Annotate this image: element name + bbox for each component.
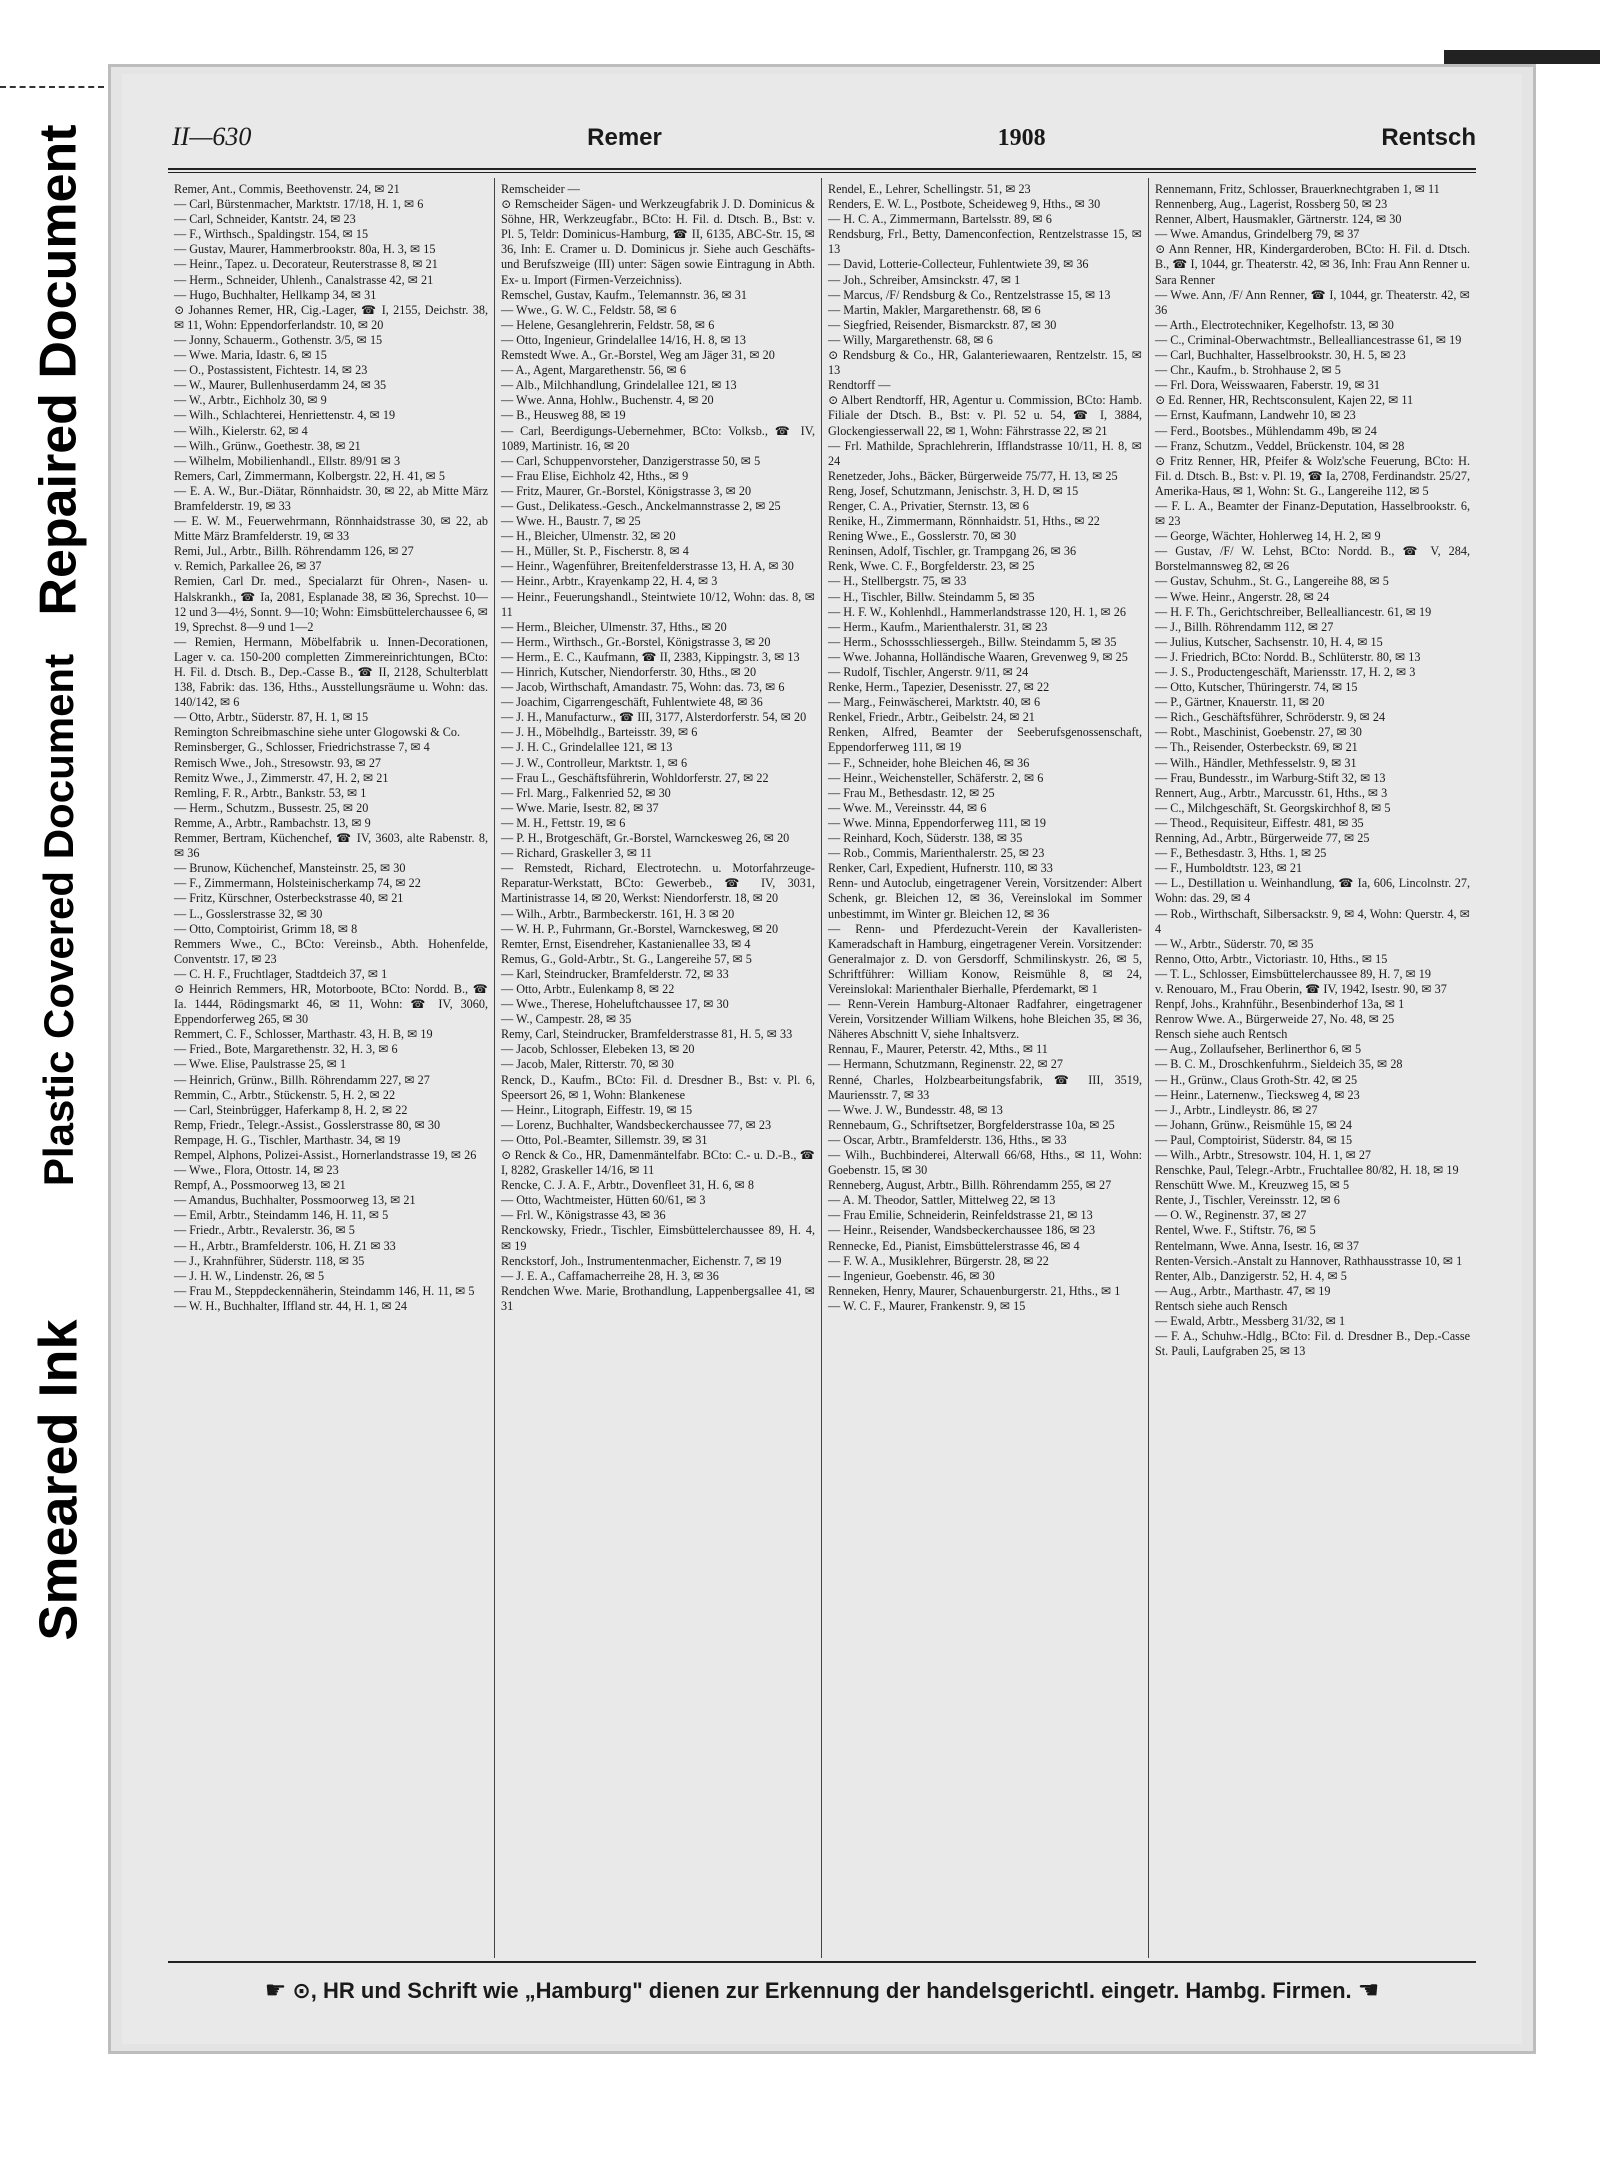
directory-entry: Remer, Ant., Commis, Beethovenstr. 24, ✉ 21 xyxy=(174,182,400,196)
directory-entry: — Gustav, Schuhm., St. G., Langereihe 88, ✉ 5 xyxy=(1155,574,1389,589)
directory-column-2 xyxy=(495,178,822,1958)
directory-entry: — Siegfried, Reisender, Bismarckstr. 87, ✉ 30 xyxy=(828,317,1057,332)
directory-entry: Rennecke, Ed., Pianist, Eimsbüttelerstrasse 46, ✉ 4 xyxy=(828,1238,1080,1253)
directory-entry: — J., Billh. Röhrendamm 112, ✉ 27 xyxy=(1155,619,1334,634)
directory-entry: — F., Schneider, hohe Bleichen 46, ✉ 36 xyxy=(828,755,1030,770)
directory-entry: Renn- und Autoclub, eingetragener Verein, Vorsitzender: Albert Schenk, gr. Bleichen 12, ✉ 36, Vereinslokal im Sommer unbestimmt, im Winter gr. Bleichen 12, ✉ 36 xyxy=(828,876,1142,921)
directory-entry: — J. S., Productengeschäft, Mariensstr. 17, H. 2, ✉ 3 xyxy=(1155,665,1416,679)
directory-entry: v. Remich, Parkallee 26, ✉ 37 xyxy=(174,559,322,574)
directory-entry: Remling, F. R., Arbtr., Bankstr. 53, ✉ 1 xyxy=(174,785,367,800)
directory-entry: — Jonny, Schauerm., Gothenstr. 3/5, ✉ 15 xyxy=(174,332,383,347)
directory-entry: — F., Bethesdastr. 3, Hths. 1, ✉ 25 xyxy=(1155,846,1327,861)
directory-entry: — Lorenz, Buchhalter, Wandsbeckerchaussee 77, ✉ 23 xyxy=(501,1117,772,1132)
directory-entry: Remus, G., Gold-Arbtr., St. G., Langereihe 57, ✉ 5 xyxy=(501,951,752,966)
directory-entry: — J. H., Möbelhdlg., Barteisstr. 39, ✉ 6 xyxy=(501,725,698,740)
directory-entry: — Heinr., Tapez. u. Decorateur, Reuterstrasse 8, ✉ 21 xyxy=(174,257,438,272)
directory-entry: — Johann, Grünw., Reismühle 15, ✉ 24 xyxy=(1155,1117,1352,1132)
directory-entry: — H., Arbtr., Bramfelderstr. 106, H. Z1 ✉ 33 xyxy=(174,1238,396,1253)
page-header xyxy=(172,122,1476,162)
smeared-ink-tag xyxy=(0,1250,118,1710)
directory-entry: — O., Postassistent, Fichtestr. 14, ✉ 23 xyxy=(174,363,368,378)
directory-columns xyxy=(168,178,1476,1958)
pointing-hand-left-icon: ☛ xyxy=(264,1977,287,2004)
directory-entry: Rening Wwe., E., Gosslerstr. 70, ✉ 30 xyxy=(828,529,1017,544)
repaired-document-tag xyxy=(0,90,118,650)
directory-entry: Renschütt Wwe. M., Kreuzweg 15, ✉ 5 xyxy=(1155,1178,1350,1193)
directory-entry: Renrow Wwe. A., Bürgerweide 27, No. 48, ✉ 25 xyxy=(1155,1012,1395,1027)
directory-entry: — Hugo, Buchhalter, Hellkamp 34, ✉ 31 xyxy=(174,287,377,302)
directory-entry: Rennemann, Fritz, Schlosser, Brauerknechtgraben 1, ✉ 11 xyxy=(1155,182,1440,196)
directory-entry: — H. C. A., Zimmermann, Bartelsstr. 89, ✉ 6 xyxy=(828,212,1052,227)
header-rule-thin xyxy=(168,172,1476,173)
directory-entry: — Emil, Arbtr., Steindamm 146, H. 11, ✉ 5 xyxy=(174,1208,389,1223)
directory-entry: — T. L., Schlosser, Eimsbüttelerchaussee 89, H. 7, ✉ 19 xyxy=(1155,966,1431,981)
directory-entry: — Gustav, Maurer, Hammerbrookstr. 80a, H. 3, ✉ 15 xyxy=(174,242,436,257)
directory-entry: ⊙ Remscheider Sägen- und Werkzeugfabrik J. D. Dominicus & Söhne, HR, Werkzeugfabr., BCto: H. Fil. d. Dtsch. B., Bst: v. Pl. 5, Teldr: Dominicus-Hamburg, ☎ II, 6135, ABC-Str. 15, ✉ 36, Inh: E. Cramer u. D. Dominicus jr. Siehe auch Geschäfts- und Berufszweige (III) unter: Sägen sowie Eintragung in Abth. Ex- u. Import (Firmen-Verzeichniss). xyxy=(501,197,815,287)
directory-entry: ⊙ Rendsburg & Co., HR, Galanteriewaaren, Rentzelstr. 15, ✉ 13 xyxy=(828,348,1142,378)
directory-entry: Renkel, Friedr., Arbtr., Geibelstr. 24, ✉ 21 xyxy=(828,710,1035,725)
directory-entry: — H., Grünw., Claus Groth-Str. 42, ✉ 25 xyxy=(1155,1072,1358,1087)
directory-entry: — H., Müller, St. P., Fischerstr. 8, ✉ 4 xyxy=(501,544,689,559)
directory-entry: — Arth., Electrotechniker, Kegelhofstr. 13, ✉ 30 xyxy=(1155,317,1394,332)
directory-entry: — Frl. W., Königstrasse 43, ✉ 36 xyxy=(501,1208,666,1223)
directory-entry: Renders, E. W. L., Postbote, Scheideweg 9, Hths., ✉ 30 xyxy=(828,197,1101,212)
directory-entry: Renetzeder, Johs., Bäcker, Bürgerweide 75/77, H. 13, ✉ 25 xyxy=(828,468,1118,483)
directory-entry: — Frl. Dora, Weisswaaren, Faberstr. 19, ✉ 31 xyxy=(1155,378,1380,393)
directory-entry: — J., Krahnführer, Süderstr. 118, ✉ 35 xyxy=(174,1253,365,1268)
directory-entry: Remmer, Bertram, Küchenchef, ☎ IV, 3603, alte Rabenstr. 8, ✉ 36 xyxy=(174,831,488,861)
directory-entry: Reminsberger, G., Schlosser, Friedrichstrasse 7, ✉ 4 xyxy=(174,740,430,755)
directory-entry: — W., Campestr. 28, ✉ 35 xyxy=(501,1012,632,1027)
directory-entry: — Jacob, Maler, Ritterstr. 70, ✉ 30 xyxy=(501,1057,674,1072)
directory-entry: — Wwe. H., Baustr. 7, ✉ 25 xyxy=(501,514,641,529)
directory-entry: Renckstorf, Joh., Instrumentenmacher, Eichenstr. 7, ✉ 19 xyxy=(501,1253,782,1268)
directory-entry: — Frau M., Bethesdastr. 12, ✉ 25 xyxy=(828,785,995,800)
directory-entry: Renné, Charles, Holzbearbeitungsfabrik, ☎ III, 3519, Mauriensstr. 7, ✉ 33 xyxy=(828,1072,1142,1102)
directory-entry: Rentsch siehe auch Rensch xyxy=(1155,1298,1288,1313)
directory-entry: — Wwe. Maria, Idastr. 6, ✉ 15 xyxy=(174,348,327,363)
directory-entry: — Frau, Bundesstr., im Warburg-Stift 32, ✉ 13 xyxy=(1155,770,1386,785)
directory-entry: — Brunow, Küchenchef, Mansteinstr. 25, ✉ 30 xyxy=(174,861,406,876)
directory-entry: — Wilhelm, Mobilienhandl., Ellstr. 89/91 ✉ 3 xyxy=(174,453,401,468)
directory-entry: — F. A., Schuhw.-Hdlg., BCto: Fil. d. Dresdner B., Dep.-Casse St. Pauli, Laufgraben 25, ✉ 13 xyxy=(1155,1329,1470,1359)
directory-entry: — Ernst, Kaufmann, Landwehr 10, ✉ 23 xyxy=(1155,408,1356,423)
directory-entry: Rempf, A., Possmoorweg 13, ✉ 21 xyxy=(174,1178,346,1193)
directory-entry: — Wwe. Johanna, Holländische Waaren, Grevenweg 9, ✉ 25 xyxy=(828,649,1128,664)
directory-entry: ⊙ Ed. Renner, HR, Rechtsconsulent, Kajen 22, ✉ 11 xyxy=(1155,393,1414,408)
directory-entry: Rentel, Wwe. F., Stiftstr. 76, ✉ 5 xyxy=(1155,1223,1316,1238)
directory-entry: — Rudolf, Tischler, Angerstr. 9/11, ✉ 24 xyxy=(828,665,1029,679)
directory-entry: — W., Maurer, Bullenhuserdamm 24, ✉ 35 xyxy=(174,378,387,393)
page-number: II—630 xyxy=(172,122,252,151)
directory-entry: — F., Wirthsch., Spaldingstr. 154, ✉ 15 xyxy=(174,227,369,242)
directory-entry: — Carl, Bürstenmacher, Marktstr. 17/18, H. 1, ✉ 6 xyxy=(174,197,424,212)
directory-entry: — Herm., Schutzm., Bussestr. 25, ✉ 20 xyxy=(174,800,369,815)
directory-entry: — Hermann, Schutzmann, Reginenstr. 22, ✉ 27 xyxy=(828,1057,1063,1072)
directory-entry: Remers, Carl, Zimmermann, Kolbergstr. 22, H. 41, ✉ 5 xyxy=(174,468,445,483)
directory-entry: Rennenberg, Aug., Lagerist, Rossberg 50, ✉ 23 xyxy=(1155,197,1388,212)
directory-entry: — H. F. Th., Gerichtschreiber, Bellealliancestr. 61, ✉ 19 xyxy=(1155,604,1432,619)
directory-entry: — P., Gärtner, Knauerstr. 11, ✉ 20 xyxy=(1155,695,1325,710)
scanned-page xyxy=(108,64,1536,2054)
directory-entry: — Wwe. J. W., Bundesstr. 48, ✉ 13 xyxy=(828,1102,1003,1117)
directory-entry: — C. H. F., Fruchtlager, Stadtdeich 37, ✉ 1 xyxy=(174,966,388,981)
directory-entry: — O. W., Reginenstr. 37, ✉ 27 xyxy=(1155,1208,1307,1223)
directory-entry: — E. W. M., Feuerwehrmann, Rönnhaidstrasse 30, ✉ 22, ab Mitte März Bramfelderstr. 19, ✉ 33 xyxy=(174,514,488,544)
directory-entry: — Heinr., Weichensteller, Schäferstr. 2, ✉ 6 xyxy=(828,770,1044,785)
directory-entry: — Otto, Wachtmeister, Hütten 60/61, ✉ 3 xyxy=(501,1193,706,1208)
directory-entry: — F., Zimmermann, Holsteinischerkamp 74, ✉ 22 xyxy=(174,876,421,891)
header-rule xyxy=(168,168,1476,170)
directory-entry: — Heinr., Litograph, Eiffestr. 19, ✉ 15 xyxy=(501,1102,693,1117)
directory-column-3 xyxy=(822,178,1149,1958)
directory-entry: — F. W. A., Musiklehrer, Bürgerstr. 28, ✉ 22 xyxy=(828,1253,1049,1268)
directory-entry: — Joh., Schreiber, Amsinckstr. 47, ✉ 1 xyxy=(828,272,1021,287)
directory-entry: Renno, Otto, Arbtr., Victoriastr. 10, Hths., ✉ 15 xyxy=(1155,951,1388,966)
directory-entry: — Reinhard, Koch, Süderstr. 138, ✉ 35 xyxy=(828,831,1023,846)
directory-entry: Renger, C. A., Privatier, Sternstr. 13, ✉ 6 xyxy=(828,498,1029,513)
directory-entry: — Carl, Buchhalter, Hasselbrookstr. 30, H. 5, ✉ 23 xyxy=(1155,348,1406,363)
directory-entry: Renten-Versich.-Anstalt zu Hannover, Rathhausstrasse 10, ✉ 1 xyxy=(1155,1253,1463,1268)
directory-entry: — Robt., Maschinist, Goebenstr. 27, ✉ 30 xyxy=(1155,725,1362,740)
directory-entry: — Wwe. Elise, Paulstrasse 25, ✉ 1 xyxy=(174,1057,347,1072)
directory-entry: — Otto, Pol.-Beamter, Sillemstr. 39, ✉ 31 xyxy=(501,1132,708,1147)
directory-entry: — L., Gosslerstrasse 32, ✉ 30 xyxy=(174,906,323,921)
directory-entry: — Herm., Wirthsch., Gr.-Borstel, Königstrasse 3, ✉ 20 xyxy=(501,634,771,649)
directory-entry: — W., Arbtr., Süderstr. 70, ✉ 35 xyxy=(1155,936,1314,951)
footer-note: ⊙, HR und Schrift wie „Hamburg" dienen zur Erkennung der handelsgerichtl. eingetr. Hambg. Firmen. xyxy=(292,1978,1352,2003)
smeared-ink-label: Smeared Ink xyxy=(29,1319,89,1641)
directory-entry: — Otto, Arbtr., Eulenkamp 8, ✉ 22 xyxy=(501,981,675,996)
dashed-margin-line xyxy=(0,86,104,88)
directory-entry: Remisch Wwe., Joh., Stresowstr. 93, ✉ 27 xyxy=(174,755,382,770)
directory-entry: — Carl, Steinbrügger, Haferkamp 8, H. 2, ✉ 22 xyxy=(174,1102,408,1117)
directory-entry: Rencke, C. J. A. F., Arbtr., Dovenfleet 31, H. 6, ✉ 8 xyxy=(501,1178,754,1193)
directory-entry: — Oscar, Arbtr., Bramfelderstr. 136, Hths., ✉ 33 xyxy=(828,1132,1067,1147)
directory-entry: Renckowsky, Friedr., Tischler, Eimsbüttelerchaussee 89, H. 4, ✉ 19 xyxy=(501,1223,815,1253)
directory-entry: — Heinr., Feuerungshandl., Steintwiete 10/12, Wohn: das. 8, ✉ 11 xyxy=(501,589,815,619)
pointing-hand-right-icon: ☚ xyxy=(1357,1977,1380,2004)
directory-entry: Remstedt Wwe. A., Gr.-Borstel, Weg am Jäger 31, ✉ 20 xyxy=(501,348,775,363)
directory-entry: — Marg., Feinwäscherei, Marktstr. 40, ✉ 6 xyxy=(828,695,1041,710)
directory-entry: Reninsen, Adolf, Tischler, gr. Trampgang 26, ✉ 36 xyxy=(828,544,1077,559)
directory-entry: — A. M. Theodor, Sattler, Mittelweg 22, ✉ 13 xyxy=(828,1193,1056,1208)
directory-entry: ⊙ Renck & Co., HR, Damenmäntelfabr. BCto: C.- u. D.-B., ☎ I, 8282, Graskeller 14/16, ✉ 11 xyxy=(501,1148,815,1178)
directory-entry: Rendchen Wwe. Marie, Brothandlung, Lappenbergsallee 41, ✉ 31 xyxy=(501,1283,815,1313)
directory-entry: — J. H. W., Lindenstr. 26, ✉ 5 xyxy=(174,1268,325,1283)
directory-entry: — David, Lotterie-Collecteur, Fuhlentwiete 39, ✉ 36 xyxy=(828,257,1089,272)
directory-entry: Renneberg, August, Arbtr., Billh. Röhrendamm 255, ✉ 27 xyxy=(828,1178,1112,1193)
directory-entry: — Rob., Wirthschaft, Silbersackstr. 9, ✉ 4, Wohn: Querstr. 4, ✉ 4 xyxy=(1155,906,1470,936)
directory-entry: — Wilh., Kielerstr. 62, ✉ 4 xyxy=(174,423,308,438)
directory-entry: — Renn-Verein Hamburg-Altonaer Radfahrer, eingetragener Verein, Vorsitzender William Wilkens, hohe Bleichen 35, ✉ 36, Näheres Abschnitt V, siehe Inhaltsverz. xyxy=(828,997,1142,1042)
repaired-document-label: Repaired Document xyxy=(30,124,88,616)
directory-entry: v. Renouaro, M., Frau Oberin, ☎ IV, 1942, Isestr. 90, ✉ 37 xyxy=(1155,981,1447,996)
directory-entry: — Th., Reisender, Osterbeckstr. 69, ✉ 21 xyxy=(1155,740,1358,755)
directory-entry: — Wilh., Arbtr., Barmbeckerstr. 161, H. 3 ✉ 20 xyxy=(501,906,735,921)
directory-entry: Reng, Josef, Schutzmann, Jenischstr. 3, H. D, ✉ 15 xyxy=(828,483,1079,498)
directory-entry: — Marcus, /F/ Rendsburg & Co., Rentzelstrasse 15, ✉ 13 xyxy=(828,287,1111,302)
directory-entry: — Wilh., Grünw., Goethestr. 38, ✉ 21 xyxy=(174,438,361,453)
directory-entry: — Wwe., Flora, Ottostr. 14, ✉ 23 xyxy=(174,1163,339,1178)
directory-entry: — Wwe. Ann, /F/ Ann Renner, ☎ I, 1044, gr. Theaterstr. 42, ✉ 36 xyxy=(1155,287,1470,317)
directory-entry: — Rob., Commis, Marienthalerstr. 25, ✉ 23 xyxy=(828,846,1045,861)
directory-entry: — Ewald, Arbtr., Messberg 31/32, ✉ 1 xyxy=(1155,1314,1346,1329)
directory-entry: — Rich., Geschäftsführer, Schröderstr. 9, ✉ 24 xyxy=(1155,710,1386,725)
directory-entry: — J., Arbtr., Lindleystr. 86, ✉ 27 xyxy=(1155,1102,1318,1117)
directory-entry: — H., Tischler, Billw. Steindamm 5, ✉ 35 xyxy=(828,589,1035,604)
directory-entry: — Heinrich, Grünw., Billh. Röhrendamm 227, ✉ 27 xyxy=(174,1072,430,1087)
directory-entry: — Hinrich, Kutscher, Niendorferstr. 30, Hths., ✉ 20 xyxy=(501,665,757,679)
directory-entry: Remter, Ernst, Eisendreher, Kastanienallee 33, ✉ 4 xyxy=(501,936,751,951)
directory-entry: — Richard, Graskeller 3, ✉ 11 xyxy=(501,846,652,861)
header-first-name: Remer xyxy=(587,124,662,151)
footer-rule xyxy=(168,1961,1476,1963)
directory-entry: Renschke, Paul, Telegr.-Arbtr., Fruchtallee 80/82, H. 18, ✉ 19 xyxy=(1155,1163,1459,1178)
directory-entry: — Frau Elise, Eichholz 42, Hths., ✉ 9 xyxy=(501,468,689,483)
directory-entry: — Carl, Schuppenvorsteher, Danzigerstrasse 50, ✉ 5 xyxy=(501,453,761,468)
directory-entry: — B., Heusweg 88, ✉ 19 xyxy=(501,408,626,423)
directory-entry: — Paul, Comptoirist, Süderstr. 84, ✉ 15 xyxy=(1155,1132,1353,1147)
directory-entry: — Franz, Schutzm., Veddel, Brückenstr. 104, ✉ 28 xyxy=(1155,438,1405,453)
directory-entry: — Gust., Delikatess.-Gesch., Anckelmannstrasse 2, ✉ 25 xyxy=(501,498,781,513)
directory-entry: — H. F. W., Kohlenhdl., Hammerlandstrasse 120, H. 1, ✉ 26 xyxy=(828,604,1126,619)
directory-entry: — Gustav, /F/ W. Lehst, BCto: Nordd. B., ☎ V, 284, Borstelmannsweg 82, ✉ 26 xyxy=(1155,544,1470,574)
directory-entry: — Remstedt, Richard, Electrotechn. u. Motorfahrzeuge-Reparatur-Werkstatt, BCto: Gewerbeb., ☎ IV, 3031, Martinistrasse 14, ✉ 20, Werkst: Niendorferstr. 18, ✉ 20 xyxy=(501,861,815,906)
directory-entry: — Martin, Makler, Margarethenstr. 68, ✉ 6 xyxy=(828,302,1041,317)
directory-entry: Rennert, Aug., Arbtr., Marcusstr. 61, Hths., ✉ 3 xyxy=(1155,785,1388,800)
directory-entry: — Friedr., Arbtr., Revalerstr. 36, ✉ 5 xyxy=(174,1223,355,1238)
directory-entry: Remmers Wwe., C., BCto: Vereinsb., Abth. Hohenfelde, Conventstr. 17, ✉ 23 xyxy=(174,936,488,966)
directory-entry: — H., Stellbergstr. 75, ✉ 33 xyxy=(828,574,967,589)
directory-entry: — Heinr., Wagenführer, Breitenfelderstrasse 13, H. A, ✉ 30 xyxy=(501,559,794,574)
directory-entry: Renker, Carl, Expedient, Hufnerstr. 110, ✉ 33 xyxy=(828,861,1053,876)
header-last-name: Rentsch xyxy=(1381,124,1476,151)
directory-entry: — Otto, Arbtr., Süderstr. 87, H. 1, ✉ 15 xyxy=(174,710,369,725)
directory-entry: ⊙ Ann Renner, HR, Kindergarderoben, BCto: H. Fil. d. Dtsch. B., ☎ I, 1044, gr. Theaterstr. 42, ✉ 36, Inh: Frau Ann Renner u. Sara Renner xyxy=(1155,242,1470,287)
directory-entry: — Wwe. Minna, Eppendorferweg 111, ✉ 19 xyxy=(828,815,1046,830)
directory-entry: Remp, Friedr., Telegr.-Assist., Gosslerstrasse 80, ✉ 30 xyxy=(174,1117,441,1132)
directory-entry: — Herm., Schossschliessergeh., Billw. Steindamm 5, ✉ 35 xyxy=(828,634,1117,649)
directory-entry: — Joachim, Cigarrengeschäft, Fuhlentwiete 48, ✉ 36 xyxy=(501,695,763,710)
directory-entry: — Carl, Beerdigungs-Uebernehmer, BCto: Volksb., ☎ IV, 1089, Martinistr. 16, ✉ 20 xyxy=(501,423,815,453)
directory-entry: — W. H. P., Fuhrmann, Gr.-Borstel, Warnckesweg, ✉ 20 xyxy=(501,921,779,936)
directory-entry: — Wwe. Amandus, Grindelberg 79, ✉ 37 xyxy=(1155,227,1360,242)
directory-entry: — W. C. F., Maurer, Frankenstr. 9, ✉ 15 xyxy=(828,1298,1026,1313)
directory-entry: — F., Humboldtstr. 123, ✉ 21 xyxy=(1155,861,1303,876)
directory-entry: — Amandus, Buchhalter, Possmoorweg 13, ✉ 21 xyxy=(174,1193,416,1208)
directory-entry: — Herm., E. C., Kaufmann, ☎ II, 2383, Kippingstr. 3, ✉ 13 xyxy=(501,649,800,664)
directory-entry: — Herm., Bleicher, Ulmenstr. 37, Hths., ✉ 20 xyxy=(501,619,727,634)
directory-entry: — Karl, Steindrucker, Bramfelderstr. 72, ✉ 33 xyxy=(501,966,729,981)
directory-entry: Rempage, H. G., Tischler, Marthastr. 34, ✉ 19 xyxy=(174,1132,401,1147)
directory-entry: — Herm., Kaufm., Marienthalerstr. 31, ✉ 23 xyxy=(828,619,1048,634)
directory-entry: Remy, Carl, Steindrucker, Bramfelderstrasse 81, H. 5, ✉ 33 xyxy=(501,1027,793,1042)
directory-entry: Rente, J., Tischler, Vereinsstr. 12, ✉ 6 xyxy=(1155,1193,1340,1208)
directory-entry: — Otto, Ingenieur, Grindelallee 14/16, H. 8, ✉ 13 xyxy=(501,332,746,347)
directory-entry: — E. A. W., Bur.-Diätar, Rönnhaidstr. 30, ✉ 22, ab Mitte März Bramfelderstr. 19, ✉ 33 xyxy=(174,483,488,513)
directory-entry: Rempel, Alphons, Polizei-Assist., Hornerlandstrasse 19, ✉ 26 xyxy=(174,1148,477,1162)
directory-entry: — George, Wächter, Hohlerweg 14, H. 2, ✉ 9 xyxy=(1155,529,1381,544)
directory-entry: — J. H. C., Grindelallee 121, ✉ 13 xyxy=(501,740,673,755)
directory-entry: — Aug., Zollaufseher, Berlinerthor 6, ✉ 5 xyxy=(1155,1042,1362,1057)
directory-entry: Rennebaum, G., Schriftsetzer, Borgfelderstrasse 10a, ✉ 25 xyxy=(828,1117,1115,1132)
directory-entry: Remitz Wwe., J., Zimmerstr. 47, H. 2, ✉ 21 xyxy=(174,770,389,785)
directory-entry: — Remien, Hermann, Möbelfabrik u. Innen-Decorationen, Lager v. ca. 150-200 completten Zimmereinrichtungen, BCto: H. Fil. d. Dtsch. B., Dep.-Casse B., ☎ II, 2128, Schulterblatt 138, Fabrik: das. 136, Hths., Ausstellungsräume u. Wohn: das. 140/142, ✉ 6 xyxy=(174,634,488,710)
directory-entry: — M. H., Fettstr. 19, ✉ 6 xyxy=(501,815,626,830)
directory-entry: Rendsburg, Frl., Betty, Damenconfection, Rentzelstrasse 15, ✉ 13 xyxy=(828,227,1142,257)
plastic-covered-label: Plastic Covered Document xyxy=(35,653,83,1187)
scanner-edge-bar xyxy=(1444,50,1600,64)
directory-entry: — Frau Emilie, Schneiderin, Reinfeldstrasse 21, ✉ 13 xyxy=(828,1208,1093,1223)
directory-column-4 xyxy=(1149,178,1476,1958)
directory-entry: — Wilh., Schlachterei, Henriettenstr. 4, ✉ 19 xyxy=(174,408,396,423)
directory-entry: — Heinr., Laternenw., Tiecksweg 4, ✉ 23 xyxy=(1155,1087,1360,1102)
directory-entry: — Wwe. M., Vereinsstr. 44, ✉ 6 xyxy=(828,800,987,815)
directory-entry: ⊙ Heinrich Remmers, HR, Motorboote, BCto: Nordd. B., ☎ Ia. 1444, Rödingsmarkt 46, ✉ 11, Wohn: ☎ IV, 3060, Eppendorferweg 265, ✉ 30 xyxy=(174,981,488,1027)
directory-entry: — Fritz, Maurer, Gr.-Borstel, Königstrasse 3, ✉ 20 xyxy=(501,483,752,498)
directory-entry: — B. C. M., Droschkenfuhrm., Sieldeich 35, ✉ 28 xyxy=(1155,1057,1403,1072)
plastic-covered-tag xyxy=(0,640,118,1200)
directory-entry: Renneken, Henry, Maurer, Schauenburgerstr. 21, Hths., ✉ 1 xyxy=(828,1283,1121,1298)
directory-entry: — Heinr., Reisender, Wandsbeckerchaussee 186, ✉ 23 xyxy=(828,1223,1096,1238)
directory-entry: — Renn- und Pferdezucht-Verein der Kavalleristen-Kameradschaft in Hamburg, eingetragener Verein. Vorsitzender: Generalmajor z. D. von Gersdorff, Schmilinskystr. 26, ✉ 5, Schriftführer: William Konow, Reismühle 8, ✉ 24, Vereinslokal: Marienthaler Bierhalle, Pferdemarkt, ✉ 1 xyxy=(828,921,1142,996)
directory-entry: — Heinr., Arbtr., Krayenkamp 22, H. 4, ✉ 3 xyxy=(501,574,718,589)
directory-entry: — P. H., Brotgeschäft, Gr.-Borstel, Warnckesweg 26, ✉ 20 xyxy=(501,831,790,846)
directory-entry: — Wwe. Marie, Isestr. 82, ✉ 37 xyxy=(501,800,659,815)
directory-entry: Rendtorff — xyxy=(828,378,891,393)
directory-entry: — Theod., Requisiteur, Eiffestr. 481, ✉ 35 xyxy=(1155,815,1364,830)
directory-entry: — C., Criminal-Oberwachtmstr., Bellealliancestrasse 61, ✉ 19 xyxy=(1155,332,1462,347)
directory-entry: — Fritz, Kürschner, Osterbeckstrasse 40, ✉ 21 xyxy=(174,891,404,906)
directory-entry: — Wwe., Therese, Hoheluftchaussee 17, ✉ 30 xyxy=(501,997,729,1012)
directory-entry: Remi, Jul., Arbtr., Billh. Röhrendamm 126, ✉ 27 xyxy=(174,544,414,559)
directory-entry: Remien, Carl Dr. med., Specialarzt für Ohren-, Nasen- u. Halskrankh., ☎ Ia, 2081, Esplanade 38, ✉ 36, Sprechst. 10—12 und 3—4½, Sonnt. 9—10; Wohn: Eimsbüttelerchaussee 6, ✉ 19, Sprechst. 8—9 und 1—2 xyxy=(174,574,488,634)
directory-entry: Renk, Wwe. C. F., Borgfelderstr. 23, ✉ 25 xyxy=(828,559,1035,574)
directory-entry: Renke, Herm., Tapezier, Desenisstr. 27, ✉ 22 xyxy=(828,680,1050,695)
directory-entry: — L., Destillation u. Weinhandlung, ☎ Ia, 606, Lincolnstr. 27, Wohn: das. 29, ✉ 4 xyxy=(1155,876,1470,906)
directory-entry: Remme, A., Arbtr., Rambachstr. 13, ✉ 9 xyxy=(174,815,371,830)
directory-entry: — Ferd., Bootsbes., Mühlendamm 49b, ✉ 24 xyxy=(1155,423,1377,438)
directory-entry: ⊙ Fritz Renner, HR, Pfeifer & Wolz'sche Feuerung, BCto: H. Fil. d. Dtsch. B., Bst: v. Pl. 19, ☎ Ia, 2708, Ferdinandstr. 25/27, Amerika-Haus, ✉ 1, Wohn: St. G., Langereihe 112, ✉ 5 xyxy=(1155,453,1470,498)
directory-entry: — Wilh., Arbtr., Stresowstr. 104, H. 1, ✉ 27 xyxy=(1155,1148,1372,1162)
directory-entry: Renter, Alb., Danzigerstr. 52, H. 4, ✉ 5 xyxy=(1155,1268,1347,1283)
directory-entry: — Wwe. Heinr., Angerstr. 28, ✉ 24 xyxy=(1155,589,1330,604)
directory-entry: — J. Friedrich, BCto: Nordd. B., Schlüterstr. 80, ✉ 13 xyxy=(1155,649,1421,664)
directory-entry: — Helene, Gesanglehrerin, Feldstr. 58, ✉ 6 xyxy=(501,317,715,332)
directory-entry: — Otto, Comptoirist, Grimm 18, ✉ 8 xyxy=(174,921,358,936)
header-year: 1908 xyxy=(997,125,1046,151)
directory-entry: — Jacob, Wirthschaft, Amandastr. 75, Wohn: das. 73, ✉ 6 xyxy=(501,680,785,695)
directory-entry: Rentelmann, Wwe. Anna, Isestr. 16, ✉ 37 xyxy=(1155,1238,1359,1253)
directory-entry: — Frau M., Steppdeckennäherin, Steindamm 146, H. 11, ✉ 5 xyxy=(174,1283,475,1298)
directory-entry: ⊙ Albert Rendtorff, HR, Agentur u. Commission, BCto: Hamb. Filiale der Dtsch. B., Bst: v. Pl. 52 u. 54, ☎ I, 3884, Glockengiesserwall 22, ✉ 1, Wohn: Fährstrasse 22, ✉ 21 xyxy=(828,393,1142,438)
directory-entry: Remington Schreibmaschine siehe unter Glogowski & Co. xyxy=(174,725,461,740)
directory-entry: — Carl, Schneider, Kantstr. 24, ✉ 23 xyxy=(174,212,356,227)
directory-entry: — C., Milchgeschäft, St. Georgskirchhof 8, ✉ 5 xyxy=(1155,800,1391,815)
directory-entry: — W., Arbtr., Eichholz 30, ✉ 9 xyxy=(174,393,327,408)
directory-entry: Renike, H., Zimmermann, Rönnhaidstr. 51, Hths., ✉ 22 xyxy=(828,514,1100,529)
directory-entry: — Frau L., Geschäftsführerin, Wohldorferstr. 27, ✉ 22 xyxy=(501,770,769,785)
directory-entry: Remmin, C., Arbtr., Stückenstr. 5, H. 2, ✉ 22 xyxy=(174,1087,396,1102)
directory-entry: — A., Agent, Margarethenstr. 56, ✉ 6 xyxy=(501,363,686,378)
directory-entry: Renken, Alfred, Beamter der Seeberufsgenossenschaft, Eppendorferweg 111, ✉ 19 xyxy=(828,725,1142,755)
directory-entry: — Frl. Marg., Falkenried 52, ✉ 30 xyxy=(501,785,671,800)
directory-entry: — Wwe. Anna, Hohlw., Buchenstr. 4, ✉ 20 xyxy=(501,393,714,408)
directory-entry: Renner, Albert, Hausmakler, Gärtnerstr. 124, ✉ 30 xyxy=(1155,212,1402,227)
directory-entry: — Aug., Arbtr., Marthastr. 47, ✉ 19 xyxy=(1155,1283,1331,1298)
directory-entry: Renning, Ad., Arbtr., Bürgerweide 77, ✉ 25 xyxy=(1155,831,1370,846)
directory-entry: — Wilh., Buchbinderei, Alterwall 66/68, Hths., ✉ 11, Wohn: Goebenstr. 15, ✉ 30 xyxy=(828,1148,1142,1178)
directory-entry: — Wilh., Händler, Methfesselstr. 9, ✉ 31 xyxy=(1155,755,1357,770)
directory-entry: — Alb., Milchhandlung, Grindelallee 121, ✉ 13 xyxy=(501,378,737,393)
page-footer xyxy=(168,1976,1476,2005)
directory-entry: — F. L. A., Beamter der Finanz-Deputation, Hasselbrookstr. 6, ✉ 23 xyxy=(1155,498,1470,529)
directory-entry: Rennau, F., Maurer, Peterstr. 42, Mths., ✉ 11 xyxy=(828,1042,1048,1057)
directory-entry: ⊙ Johannes Remer, HR, Cig.-Lager, ☎ I, 2155, Deichstr. 38, ✉ 11, Wohn: Eppendorferlandstr. 10, ✉ 20 xyxy=(174,302,488,332)
directory-entry: Remschel, Gustav, Kaufm., Telemannstr. 36, ✉ 31 xyxy=(501,287,747,302)
directory-entry: — Herm., Schneider, Uhlenh., Canalstrasse 42, ✉ 21 xyxy=(174,272,434,287)
directory-entry: — Jacob, Schlosser, Elebeken 13, ✉ 20 xyxy=(501,1042,695,1057)
directory-entry: — H., Bleicher, Ulmenstr. 32, ✉ 20 xyxy=(501,529,676,544)
directory-entry: Renpf, Johs., Krahnführ., Besenbinderhof 13a, ✉ 1 xyxy=(1155,997,1405,1012)
directory-entry: — W. H., Buchhalter, Iffland str. 44, H. 1, ✉ 24 xyxy=(174,1298,407,1313)
directory-entry: — Willy, Margarethenstr. 68, ✉ 6 xyxy=(828,332,993,347)
directory-entry: — Ingenieur, Goebenstr. 46, ✉ 30 xyxy=(828,1268,995,1283)
directory-entry: Rendel, E., Lehrer, Schellingstr. 51, ✉ 23 xyxy=(828,182,1031,196)
directory-entry: — Fried., Bote, Margarethenstr. 32, H. 3, ✉ 6 xyxy=(174,1042,398,1057)
directory-column-1 xyxy=(168,178,495,1958)
directory-entry: — Frl. Mathilde, Sprachlehrerin, Ifflandstrasse 10/11, H. 8, ✉ 24 xyxy=(828,438,1142,468)
directory-entry: — Chr., Kaufm., b. Strohhause 2, ✉ 5 xyxy=(1155,363,1341,378)
directory-entry: — Otto, Kutscher, Thüringerstr. 74, ✉ 15 xyxy=(1155,680,1358,695)
directory-entry: Remscheider — xyxy=(501,182,580,196)
directory-entry: Rensch siehe auch Rentsch xyxy=(1155,1027,1288,1042)
directory-entry: — J. H., Manufacturw., ☎ III, 3177, Alsterdorferstr. 54, ✉ 20 xyxy=(501,710,807,725)
directory-entry: Remmert, C. F., Schlosser, Marthastr. 43, H. B, ✉ 19 xyxy=(174,1027,433,1042)
directory-entry: Renck, D., Kaufm., BCto: Fil. d. Dresdner B., Bst: v. Pl. 6, Speersort 26, ✉ 1, Wohn: Blankenese xyxy=(501,1072,815,1102)
directory-entry: — J. W., Controlleur, Marktstr. 1, ✉ 6 xyxy=(501,755,688,770)
directory-entry: — Julius, Kutscher, Sachsenstr. 10, H. 4, ✉ 15 xyxy=(1155,634,1383,649)
directory-entry: — Wwe., G. W. C., Feldstr. 58, ✉ 6 xyxy=(501,302,677,317)
directory-entry: — J. E. A., Caffamacherreihe 28, H. 3, ✉ 36 xyxy=(501,1268,719,1283)
